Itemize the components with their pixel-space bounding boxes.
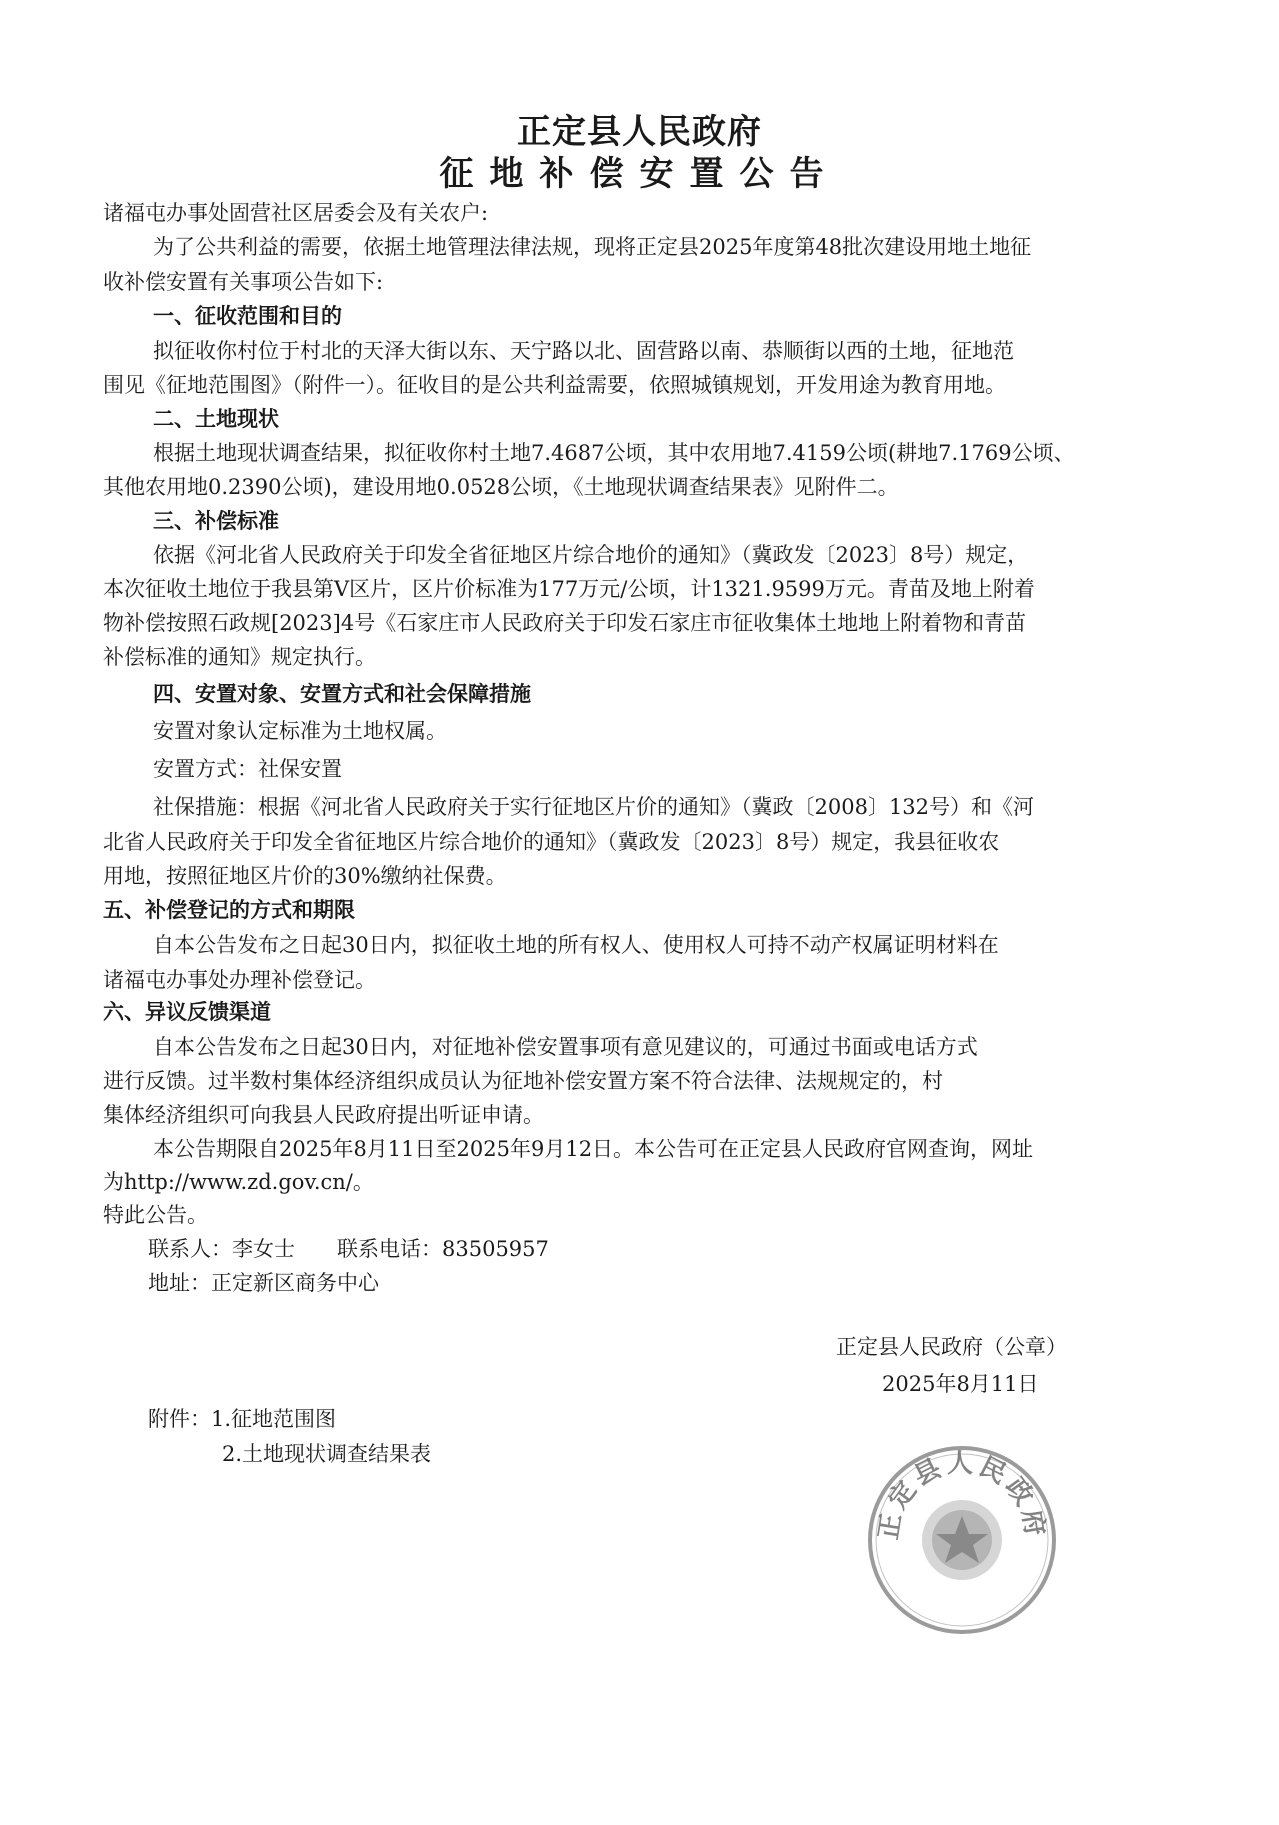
contact-line: 联系人：李女士 联系电话：83505957 — [148, 1237, 549, 1261]
section-heading: 三、补偿标准 — [153, 509, 279, 533]
paragraph-line: 拟征收你村位于村北的天泽大街以东、天宁路以北、固营路以南、恭顺街以西的土地，征地范 — [153, 339, 1014, 363]
paragraph-line: 本公告期限自2025年8月11日至2025年9月12日。本公告可在正定县人民政府官网查询，网址 — [153, 1137, 1034, 1161]
attachment-line: 附件：1.征地范围图 — [148, 1407, 337, 1431]
paragraph-line: 北省人民政府关于印发全省征地区片综合地价的通知》（冀政发〔2023〕8号）规定，我县征收农 — [103, 830, 1000, 854]
seal-text: 正定县人民政府 — [873, 1449, 1051, 1542]
address-line: 地址：正定新区商务中心 — [148, 1271, 379, 1295]
paragraph-line: 为http://www.zd.gov.cn/。 — [103, 1170, 374, 1194]
paragraph-line: 依据《河北省人民政府关于印发全省征地区片综合地价的通知》（冀政发〔2023〕8号）规定， — [153, 543, 1029, 567]
section-heading: 二、土地现状 — [153, 407, 279, 431]
paragraph-line: 自本公告发布之日起30日内，拟征收土地的所有权人、使用权人可持不动产权属证明材料在 — [153, 933, 999, 957]
date: 2025年8月11日 — [882, 1372, 1039, 1396]
signer: 正定县人民政府（公章） — [836, 1335, 1067, 1359]
paragraph-line: 本次征收土地位于我县第Ⅴ区片，区片价标准为177万元/公顷，计1321.9599万元。青苗及地上附着 — [103, 577, 1035, 601]
section-heading: 六、异议反馈渠道 — [103, 1000, 271, 1024]
paragraph-line: 用地，按照征地区片价的30%缴纳社保费。 — [103, 864, 507, 888]
paragraph-line: 安置对象认定标准为土地权属。 — [153, 719, 447, 743]
intro-line: 收补偿安置有关事项公告如下: — [103, 270, 384, 294]
paragraph-line: 其他农用地0.2390公顷)，建设用地0.0528公顷，《土地现状调查结果表》见附件二。 — [103, 475, 899, 499]
paragraph-line: 围见《征地范围图》（附件一）。征收目的是公共利益需要，依照城镇规划，开发用途为教育用地。 — [103, 373, 1006, 397]
issuer-title: 正定县人民政府 — [517, 112, 762, 152]
closing-line: 特此公告。 — [103, 1203, 208, 1227]
paragraph-line: 补偿标准的通知》规定执行。 — [103, 645, 376, 669]
section-heading: 一、征收范围和目的 — [153, 304, 342, 328]
paragraph-line: 自本公告发布之日起30日内，对征地补偿安置事项有意见建议的，可通过书面或电话方式 — [153, 1035, 978, 1059]
section-heading: 四、安置对象、安置方式和社会保障措施 — [153, 682, 531, 706]
paragraph-line: 安置方式：社保安置 — [153, 757, 342, 781]
paragraph-line: 根据土地现状调查结果，拟征收你村土地7.4687公顷，其中农用地7.4159公顷(耕地7.1769公顷、 — [153, 441, 1075, 465]
paragraph-line: 集体经济组织可向我县人民政府提出听证申请。 — [103, 1103, 544, 1127]
paragraph-line: 进行反馈。过半数村集体经济组织成员认为征地补偿安置方案不符合法律、法规规定的，村 — [103, 1069, 943, 1093]
intro-line: 为了公共利益的需要，依据土地管理法律法规，现将正定县2025年度第48批次建设用地土地征 — [153, 235, 1032, 259]
section-heading: 五、补偿登记的方式和期限 — [103, 898, 355, 922]
paragraph-line: 社保措施：根据《河北省人民政府关于实行征地区片价的通知》（冀政〔2008〕132号）和《河 — [153, 795, 1035, 819]
attachment-line: 2.土地现状调查结果表 — [222, 1442, 432, 1466]
paragraph-line: 诸福屯办事处办理补偿登记。 — [103, 968, 376, 992]
paragraph-line: 物补偿按照石政规[2023]4号《石家庄市人民政府关于印发石家庄市征收集体土地地上附着物和青苗 — [103, 611, 1027, 635]
official-seal-icon — [862, 1440, 1062, 1640]
notice-title: 征地补偿安置公告 — [439, 154, 840, 194]
addressee: 诸福屯办事处固营社区居委会及有关农户: — [103, 201, 489, 225]
